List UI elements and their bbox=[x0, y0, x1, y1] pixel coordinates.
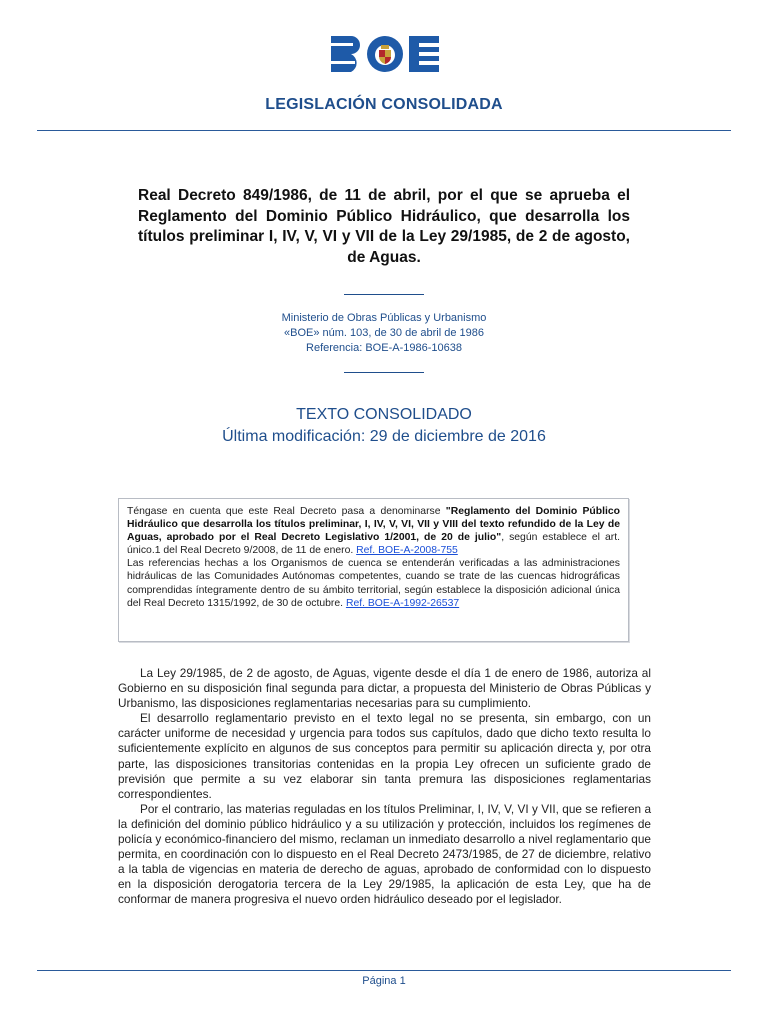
last-modified: Última modificación: 29 de diciembre de 2016 bbox=[222, 428, 546, 445]
header-title: LEGISLACIÓN CONSOLIDADA bbox=[265, 96, 503, 113]
document-metadata bbox=[0, 311, 768, 356]
body-text bbox=[118, 666, 651, 908]
referencia: Referencia: BOE-A-1986-10638 bbox=[306, 342, 462, 354]
body-paragraph: Por el contrario, las materias reguladas en los títulos Preliminar, I, IV, V, VI y VII, que se refieren a la definición del dominio público hidráulico y a su utilización y protección, incluidos los regímenes de policía y económico-financiero del mismo, reclaman un inmediato desarrollo a nivel reglamentario que permita, en coordinación con lo dispuesto en el Real Decreto 2473/1985, de 27 de diciembre, relativo a la tabla de vigencias en materia de derecho de aguas, aprobado de conformidad con lo dispuesto en la disposición derogatoria tercera de la Ley 29/1985, la aplicación de esta Ley, que ha de conformar de manera progresiva el nuevo orden hidráulico deseado por el legislador. bbox=[118, 801, 651, 907]
ministry: Ministerio de Obras Públicas y Urbanismo bbox=[281, 312, 487, 324]
header-divider bbox=[37, 130, 731, 131]
boe-logo bbox=[329, 34, 441, 74]
ref-link-boe-a-2008-755[interactable]: Ref. BOE-A-2008-755 bbox=[356, 545, 458, 557]
regulation-name: "Reglamento del Dominio Público Hidráulico que desarrolla los títulos preliminar, I, IV, V, VI, VII y VIII del texto refundido de la Ley de Aguas, aprobado por el Real Decreto Legislativo 1/2001, de 20 de julio" bbox=[127, 506, 620, 544]
notice-paragraph-1: Téngase en cuenta que este Real Decreto pasa a denominarse "Reglamento del Dominio Público Hidráulico que desarrolla los títulos preliminar, I, IV, V, VI, VII y VIII del texto refundido de la Ley de Aguas, aprobado por el Real Decreto Legislativo 1/2001, de 20 de julio", según establece el art. único.1 del Real Decreto 9/2008, de 11 de enero. Ref. BOE-A-2008-755 bbox=[127, 506, 621, 557]
ref-link-boe-a-1992-26537[interactable]: Ref. BOE-A-1992-26537 bbox=[345, 597, 460, 609]
page-number: Página 1 bbox=[362, 975, 406, 987]
notice-box bbox=[118, 498, 629, 642]
title-rule-bottom bbox=[344, 372, 424, 373]
body-paragraph: El desarrollo reglamentario previsto en el texto legal no se presenta, sin embargo, con un carácter uniforme de necesidad y urgencia para todos sus capítulos, dado que dicho texto resulta lo suficientemente explícito en algunos de sus conceptos para permitir su aplicación directa y, por otra parte, las disposiciones transitorias contenidas en la propia Ley ofrecen un suficiente grado de previsión que permite a su vez elaborar sin tanta premura las disposiciones reglamentarias correspondientes. bbox=[118, 711, 651, 801]
consolidated-label: TEXTO CONSOLIDADO bbox=[296, 406, 472, 423]
title-rule-top bbox=[344, 294, 424, 295]
boe-logo-graphic bbox=[329, 34, 441, 74]
boe-reference: «BOE» núm. 103, de 30 de abril de 1986 bbox=[284, 327, 484, 339]
footer-divider bbox=[37, 970, 731, 971]
notice-paragraph-2: Las referencias hechas a los Organismos de cuenca se entenderán verificadas a las administraciones hidráulicas de las Comunidades Autónomas competentes, cuando se trate de las cuencas hidrográficas comprendidas íntegramente dentro de su ámbito territorial, según establece la disposición adicional única del Real Decreto 1315/1992, de 30 de octubre. Ref. BOE-A-1992-26537 bbox=[127, 558, 620, 609]
document-title: Real Decreto 849/1986, de 11 de abril, por el que se aprueba el Reglamento del Dominio Público Hidráulico, que desarrolla los títulos preliminar I, IV, V, VI y VII de la Ley 29/1985, de 2 de agosto, de Aguas. bbox=[138, 187, 630, 266]
body-paragraph: La Ley 29/1985, de 2 de agosto, de Aguas, vigente desde el día 1 de enero de 1986, autoriza al Gobierno en su disposición final segunda para dictar, a propuesta del Ministerio de Obras Públicas y Urbanismo, las disposiciones reglamentarias necesarias para su cumplimiento. bbox=[118, 666, 651, 711]
